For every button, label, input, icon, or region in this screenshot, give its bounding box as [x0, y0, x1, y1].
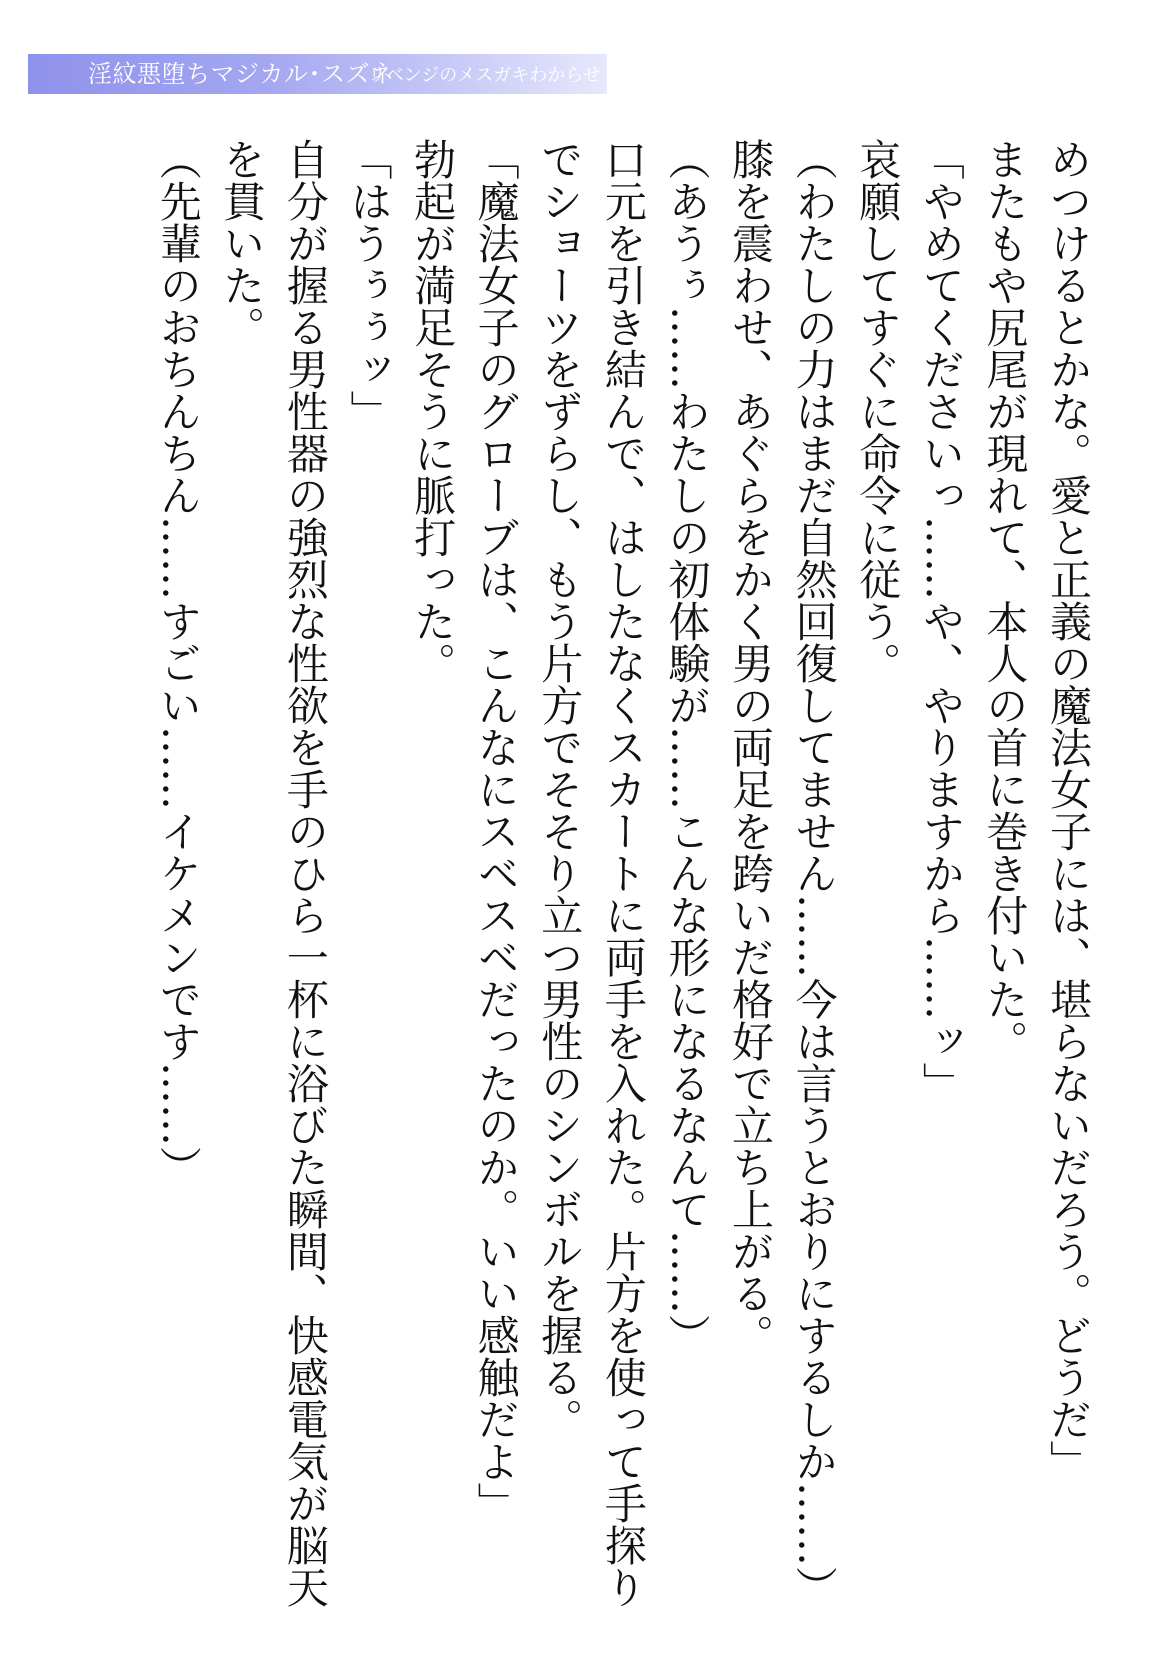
book-subtitle: リベンジのメスガキわからせ [368, 65, 601, 86]
text-line: 勃起が満足そうに脈打った。 [408, 138, 458, 684]
text-line: 自分が握る男性器の強烈な性欲を手のひら一杯に浴びた瞬間、快感電気が脳天 [280, 138, 330, 1608]
text-line: でショーツをずらし、もう片方でそそり立つ男性のシンボルを握る。 [535, 138, 585, 1440]
text-line: （あうぅ……わたしの初体験が……こんな形になるなんて……） [662, 138, 712, 1356]
text-line: 口元を引き結んで、はしたなくスカートに両手を入れた。片方を使って手探り [598, 138, 648, 1608]
text-line: （わたしの力はまだ自然回復してません……今は言うとおりにするしか……） [789, 138, 839, 1608]
text-line: 哀願してすぐに命令に従う。 [853, 138, 903, 684]
text-line: 「はうぅぅッ」 [344, 138, 394, 432]
vertical-body-text [70, 138, 1100, 1608]
book-title: 淫紋悪堕ちマジカル･スズネ [88, 60, 395, 88]
text-line: 「魔法女子のグローブは、こんなにスベスベだったのか。いい感触だよ」 [471, 138, 521, 1524]
text-line: またもや尻尾が現れて、本人の首に巻き付いた。 [980, 138, 1030, 1062]
text-line: 「やめてくださいっ……や、やりますから……ッ」 [916, 138, 966, 1104]
text-line: （先輩のおちんちん……すごい……イケメンです……） [153, 138, 203, 1188]
text-line: 膝を震わせ、あぐらをかく男の両足を跨いだ格好で立ち上がる。 [726, 138, 776, 1356]
text-line: を貫いた。 [217, 138, 267, 348]
text-line: めつけるとかな。愛と正義の魔法女子には、堪らないだろう。どうだ」 [1044, 138, 1093, 1482]
